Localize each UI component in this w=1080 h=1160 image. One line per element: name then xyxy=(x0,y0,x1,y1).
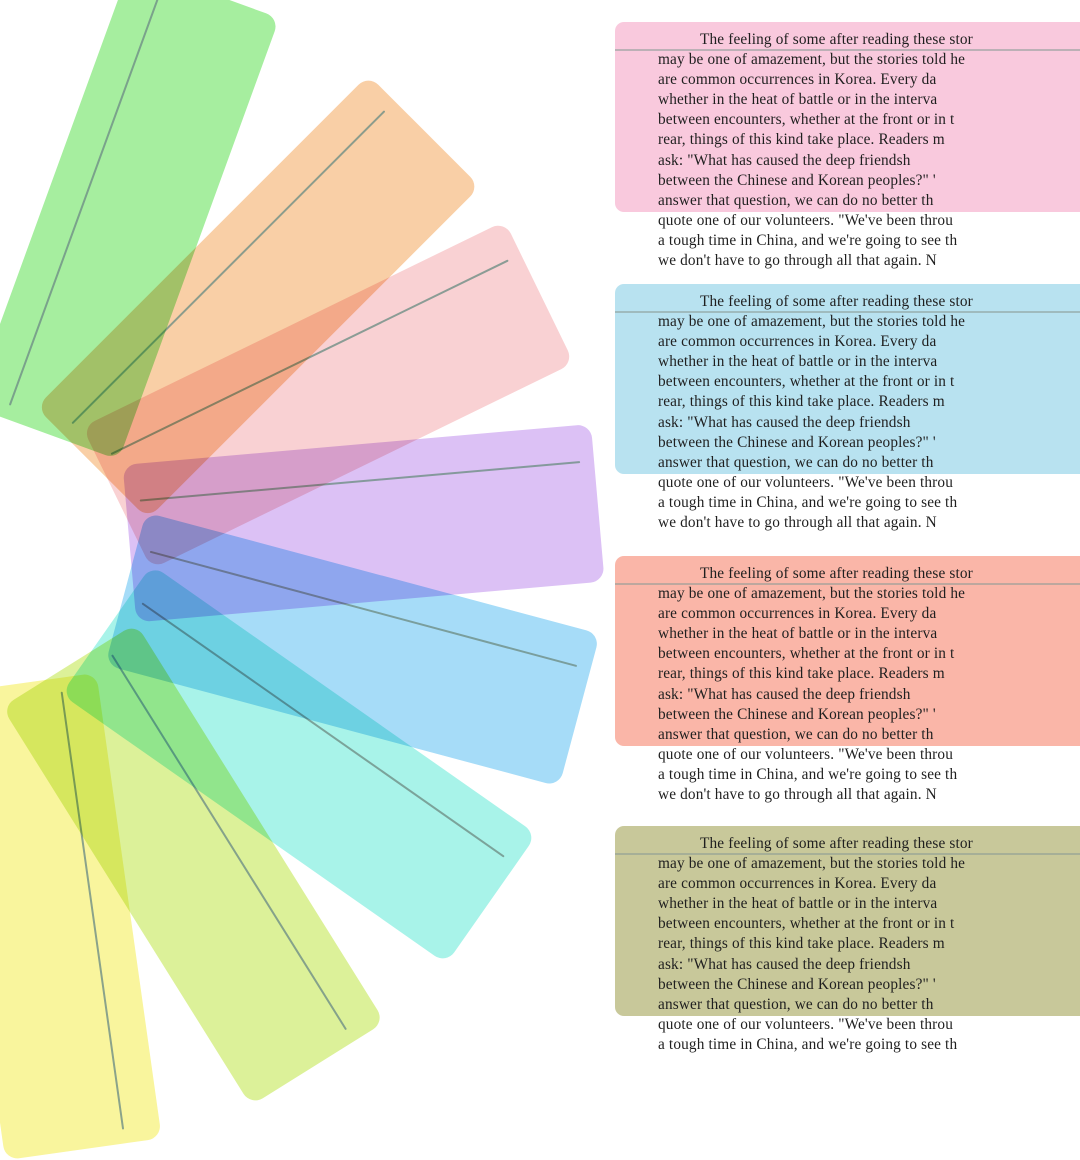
passage-line: rear, things of this kind take place. Readers m xyxy=(658,131,945,149)
passage-line: answer that question, we can do no better th xyxy=(658,995,934,1013)
passage-line: The feeling of some after reading these stor xyxy=(700,565,973,582)
passage-line: answer that question, we can do no better th xyxy=(658,453,934,471)
passage-line: we don't have to go through all that again. N xyxy=(658,786,937,804)
text-sample-panel-3 xyxy=(615,556,1080,826)
passage-line: quote one of our volunteers. "We've been throu xyxy=(658,1015,954,1033)
passage-line: rear, things of this kind take place. Readers m xyxy=(658,665,945,683)
passage-line: quote one of our volunteers. "We've been throu xyxy=(658,473,954,491)
passage-line: a tough time in China, and we're going to see th xyxy=(658,493,958,511)
passage-line: quote one of our volunteers. "We've been throu xyxy=(658,211,954,229)
passage-line: between encounters, whether at the front or in t xyxy=(658,111,955,129)
passage-line: are common occurrences in Korea. Every da xyxy=(658,333,937,351)
passage-line: between encounters, whether at the front or in t xyxy=(658,915,955,933)
passage-line: may be one of amazement, but the stories told he xyxy=(658,313,966,331)
passage-line: a tough time in China, and we're going to see th xyxy=(658,765,958,783)
passage-line: may be one of amazement, but the stories told he xyxy=(658,51,966,69)
passage-line: ask: "What has caused the deep friendsh xyxy=(658,413,911,431)
passage-line: a tough time in China, and we're going to see th xyxy=(658,1035,958,1053)
passage-line: between the Chinese and Korean peoples?" ' xyxy=(658,433,936,451)
passage-line: between the Chinese and Korean peoples?" ' xyxy=(658,171,936,189)
passage-line: between the Chinese and Korean peoples?" ' xyxy=(658,975,936,993)
passage-line: we don't have to go through all that again. N xyxy=(658,252,937,270)
passage-text xyxy=(658,292,1080,533)
passage-line: The feeling of some after reading these stor xyxy=(700,835,973,852)
text-sample-panel-2 xyxy=(615,284,1080,554)
passage-text xyxy=(658,30,1080,271)
passage-line: between encounters, whether at the front or in t xyxy=(658,373,955,391)
passage-line: ask: "What has caused the deep friendsh xyxy=(658,685,911,703)
passage-line: ask: "What has caused the deep friendsh xyxy=(658,151,911,169)
passage-line: may be one of amazement, but the stories told he xyxy=(658,855,966,873)
passage-line: quote one of our volunteers. "We've been throu xyxy=(658,745,954,763)
passage-text xyxy=(658,834,1080,1055)
passage-line: rear, things of this kind take place. Readers m xyxy=(658,935,945,953)
passage-line: whether in the heat of battle or in the interva xyxy=(658,353,938,371)
passage-line: a tough time in China, and we're going to see th xyxy=(658,231,958,249)
strip-guide-line xyxy=(140,461,580,502)
passage-line: answer that question, we can do no better th xyxy=(658,191,934,209)
passage-text xyxy=(658,564,1080,805)
text-sample-panel-1 xyxy=(615,22,1080,292)
passage-line: whether in the heat of battle or in the interva xyxy=(658,625,938,643)
passage-line: The feeling of some after reading these stor xyxy=(700,31,973,48)
passage-line: answer that question, we can do no better th xyxy=(658,725,934,743)
passage-line: The feeling of some after reading these stor xyxy=(700,293,973,310)
passage-line: rear, things of this kind take place. Readers m xyxy=(658,393,945,411)
passage-line: are common occurrences in Korea. Every da xyxy=(658,71,937,89)
passage-line: are common occurrences in Korea. Every da xyxy=(658,875,937,893)
passage-line: ask: "What has caused the deep friendsh xyxy=(658,955,911,973)
passage-line: between encounters, whether at the front or in t xyxy=(658,645,955,663)
passage-line: between the Chinese and Korean peoples?" ' xyxy=(658,705,936,723)
passage-line: may be one of amazement, but the stories told he xyxy=(658,585,966,603)
passage-line: we don't have to go through all that again. N xyxy=(658,514,937,532)
passage-line: whether in the heat of battle or in the interva xyxy=(658,91,938,109)
text-sample-panel-4 xyxy=(615,826,1080,1080)
passage-line: are common occurrences in Korea. Every da xyxy=(658,605,937,623)
passage-line: whether in the heat of battle or in the interva xyxy=(658,895,938,913)
